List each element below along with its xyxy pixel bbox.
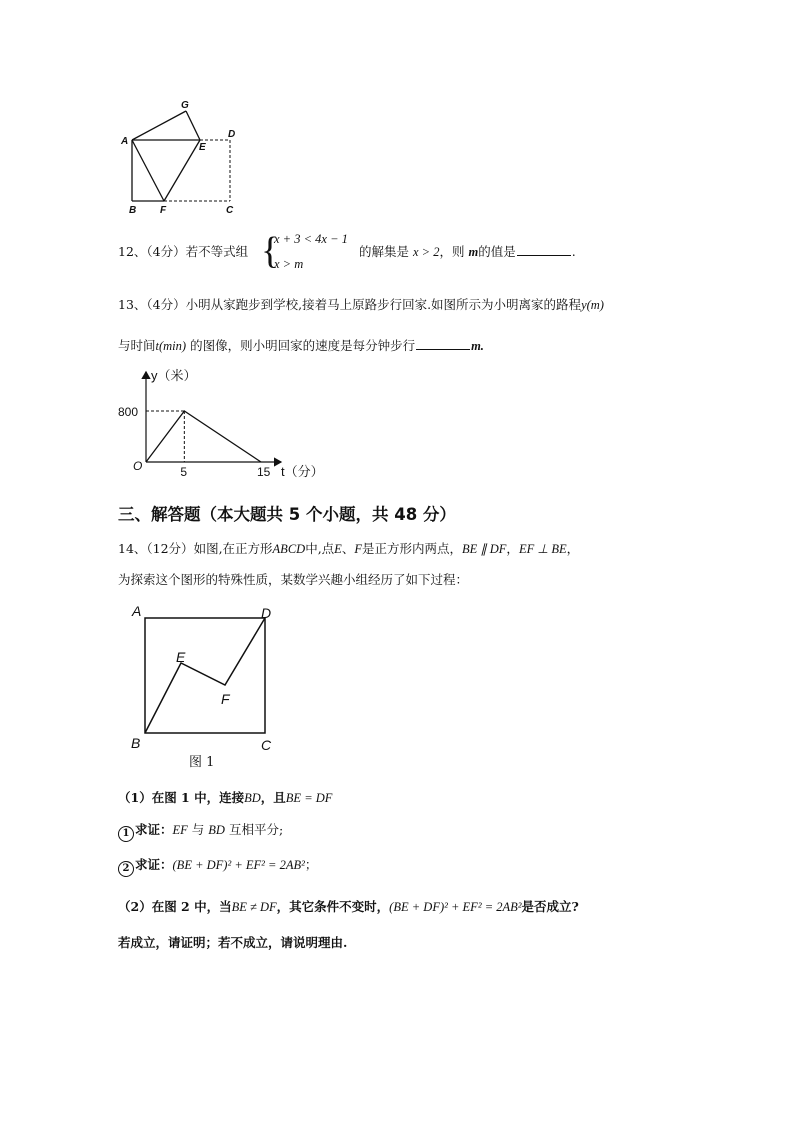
q12-solution: x > 2 — [413, 245, 440, 259]
q14-p2-formula: (BE + DF)² + EF² = 2AB² — [389, 900, 522, 914]
q14-s2-end: ； — [304, 857, 318, 872]
q14-comma2: ， — [566, 541, 580, 556]
q14-s2-a: 求证： — [135, 857, 173, 872]
q14-point-f: F — [354, 542, 362, 556]
q13-t-symbol: t(min) — [155, 339, 187, 353]
q14-comma: ， — [506, 541, 519, 556]
q14-s1-ef: EF — [172, 823, 188, 837]
q13-y-symbol: y(m) — [581, 298, 604, 312]
q14-p2-tail: 是否成立? — [521, 899, 579, 914]
fig1-label-a: A — [132, 603, 142, 619]
q14-line2: 为探索这个图形的特殊性质，某数学兴趣小组经历了如下过程： — [118, 572, 469, 587]
fig1-label-b: B — [131, 735, 141, 751]
q12-var: m — [468, 245, 479, 259]
q12-brace: { — [261, 230, 280, 272]
q14-cond2: EF ⊥ BE — [518, 542, 567, 556]
fig-top-label-c: C — [226, 205, 234, 216]
q12-rest — [359, 244, 576, 260]
q14-s1-b: 互相平分; — [228, 822, 284, 837]
q14-p1-head: （1）在图 1 中，连接 — [118, 790, 245, 805]
fig1-label-c: C — [261, 737, 272, 753]
chart-x-tick-label: 15 — [257, 465, 271, 479]
q14-square: ABCD — [272, 542, 306, 556]
fig1-label-d: D — [261, 605, 272, 621]
q14-s1-and: 与 — [191, 822, 205, 837]
q13-unit: m. — [471, 339, 484, 353]
q14-p2-line2: 若成立，请证明；若不成立，请说明理由. — [118, 935, 348, 950]
q12-answer-blank[interactable] — [517, 245, 571, 256]
q14-s1-bd: BD — [208, 823, 225, 837]
fig-top-label-a: A — [121, 136, 129, 147]
fig1-label-f: F — [221, 691, 230, 707]
q14-p1-bd: BD — [244, 791, 261, 805]
question-13-line2 — [118, 338, 484, 354]
q14-number: 14、 — [118, 541, 147, 556]
chart-x-tick-label: 5 — [180, 465, 188, 479]
fig-top-label-d: D — [228, 129, 236, 140]
q13-line2-a: 与时间 — [118, 338, 156, 353]
q12-mid: 的解集是 — [359, 244, 410, 259]
circled-number-2: 2 — [118, 861, 134, 877]
fig-top-label-b: B — [129, 205, 137, 216]
q12-tail: 的值是 — [478, 244, 516, 259]
q12-then: ，则 — [439, 244, 465, 259]
figure-top-geometry — [118, 96, 248, 220]
q13-distance-time-chart — [113, 364, 343, 484]
fig1-caption: 图 1 — [189, 755, 215, 770]
section-3-title: 三、解答题（本大题共 5 个小题，共 48 分） — [118, 505, 456, 524]
chart-ylabel: y（米） — [151, 368, 197, 383]
q14-p2-neq: BE ≠ DF — [231, 900, 277, 914]
q12-ineq2: x > m — [274, 257, 304, 271]
q14-sep: 、 — [341, 541, 355, 556]
q14-line1-b: 中,点 — [305, 541, 335, 556]
q14-point-e: E — [334, 542, 342, 556]
q14-p2-mid: ，其它条件不变时， — [276, 899, 390, 914]
q14-part2 — [118, 899, 579, 915]
question-12 — [118, 244, 248, 260]
q14-s2-formula: (BE + DF)² + EF² = 2AB² — [172, 858, 305, 872]
q12-end: . — [571, 244, 576, 259]
q13-number: 13、 — [118, 297, 147, 312]
q12-lead: 若不等式组 — [185, 244, 249, 259]
chart-y-tick-label: 800 — [118, 405, 139, 419]
q14-subq1 — [118, 822, 283, 842]
question-13-line1 — [118, 297, 604, 313]
q13-line1: 小明从家跑步到学校,接着马上原路步行回家.如图所示为小明离家的路程 — [185, 297, 582, 312]
q14-part1 — [118, 790, 332, 806]
q14-line1-a: 如图,在正方形 — [193, 541, 273, 556]
q14-s1-a: 求证： — [135, 822, 173, 837]
chart-xlabel: t（分） — [281, 464, 324, 479]
q14-figure-1 — [125, 600, 285, 778]
q14-p1-eq: BE = DF — [285, 791, 333, 805]
question-14-line1 — [118, 541, 579, 557]
fig-top-label-f: F — [160, 205, 167, 216]
chart-series-line — [146, 411, 261, 462]
q12-number: 12、 — [118, 244, 147, 259]
q13-answer-blank[interactable] — [416, 339, 470, 350]
q14-p1-mid: ，且 — [260, 790, 286, 805]
fig1-label-e: E — [176, 649, 186, 665]
fig-top-label-e: E — [199, 142, 206, 153]
q14-subq2 — [118, 857, 317, 877]
q13-score: （4分） — [146, 297, 186, 312]
q13-line2-b: 的图像，则小明回家的速度是每分钟步行 — [190, 338, 416, 353]
chart-origin-label: O — [133, 459, 143, 473]
q14-line1-c: 是正方形内两点， — [361, 541, 462, 556]
q12-ineq1: x + 3 < 4x − 1 — [274, 232, 348, 246]
q14-cond1: BE ∥ DF — [461, 542, 507, 556]
q12-score: （4分） — [146, 244, 186, 259]
circled-number-1: 1 — [118, 826, 134, 842]
q14-score: （12分） — [146, 541, 194, 556]
q14-p2-head: （2）在图 2 中，当 — [118, 899, 232, 914]
fig-top-label-g: G — [181, 100, 189, 111]
